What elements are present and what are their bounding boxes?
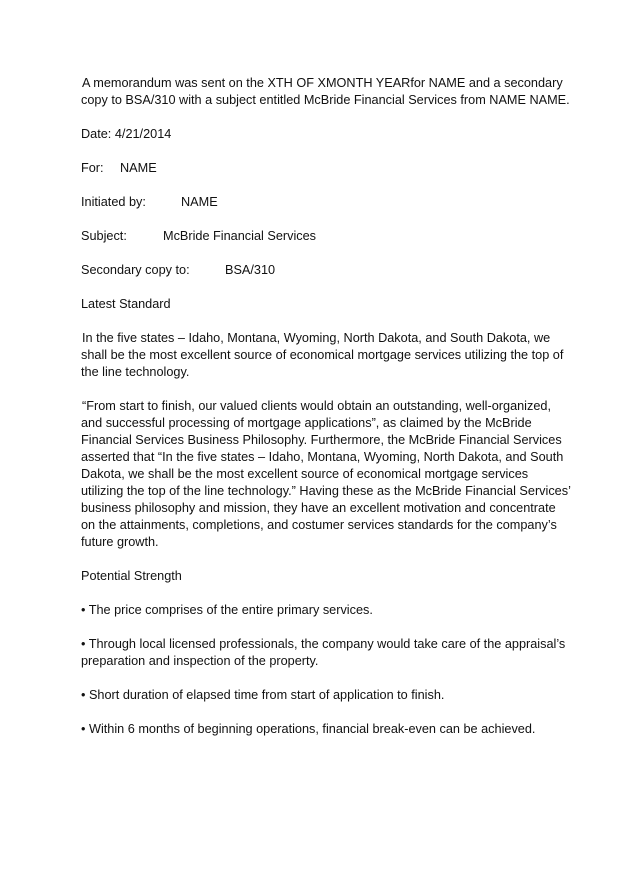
strength-bullet-3: • Short duration of elapsed time from start of application to finish. [81, 688, 445, 702]
subject-value: McBride Financial Services [163, 229, 317, 243]
date-line [81, 126, 573, 143]
secondary-copy-value: BSA/310 [225, 263, 276, 277]
date-value: 4/21/2014 [114, 127, 172, 141]
initiated-label: Initiated by: [81, 195, 146, 209]
strength-bullet-1: • The price comprises of the entire primary services. [81, 603, 373, 617]
strength-bullet-2: • Through local licensed professionals, the company would take care of the appraisal’s preparation and inspection of the property. [81, 637, 566, 668]
for-value: NAME [120, 161, 157, 175]
memo-content [81, 75, 573, 755]
initiated-line [81, 194, 573, 211]
secondary-copy-line [81, 262, 573, 279]
latest-standard-paragraph-1: In the five states – Idaho, Montana, Wyoming, North Dakota, and South Dakota, we shall be the most excellent source of economical mortgage services utilizing the top of the line technology. [81, 331, 564, 379]
potential-strength-heading: Potential Strength [81, 569, 182, 583]
subject-label: Subject: [81, 229, 127, 243]
latest-standard-paragraph-2: “From start to finish, our valued clients would obtain an outstanding, well-organized, and successful processing of mortgage applications”, as claimed by the McBride Financial Services Business Philosophy. Furthermore, the McBride Financial Services asserted that “In the five states – Idaho, Montana, Wyoming, North Dakota, and South Dakota, we shall be the most excellent source of economical mortgage services utilizing the top of the line technology.” Having these as the McBride Financial Services’ business philosophy and mission, they have an excellent motivation and concentrate on the attainments, completions, and costumer services standards for the company’s future growth. [81, 399, 571, 549]
for-label: For: [81, 161, 104, 175]
strength-bullet-4: • Within 6 months of beginning operations, financial break-even can be achieved. [81, 722, 536, 736]
initiated-value: NAME [181, 195, 218, 209]
secondary-copy-label: Secondary copy to: [81, 263, 190, 277]
date-label: Date: [81, 127, 112, 141]
latest-standard-heading: Latest Standard [81, 297, 171, 311]
subject-line [81, 228, 573, 245]
intro-paragraph: A memorandum was sent on the XTH OF XMONTH YEARfor NAME and a secondary copy to BSA/310 with a subject entitled McBride Financial Services from NAME NAME. [81, 76, 570, 107]
for-line [81, 160, 573, 177]
